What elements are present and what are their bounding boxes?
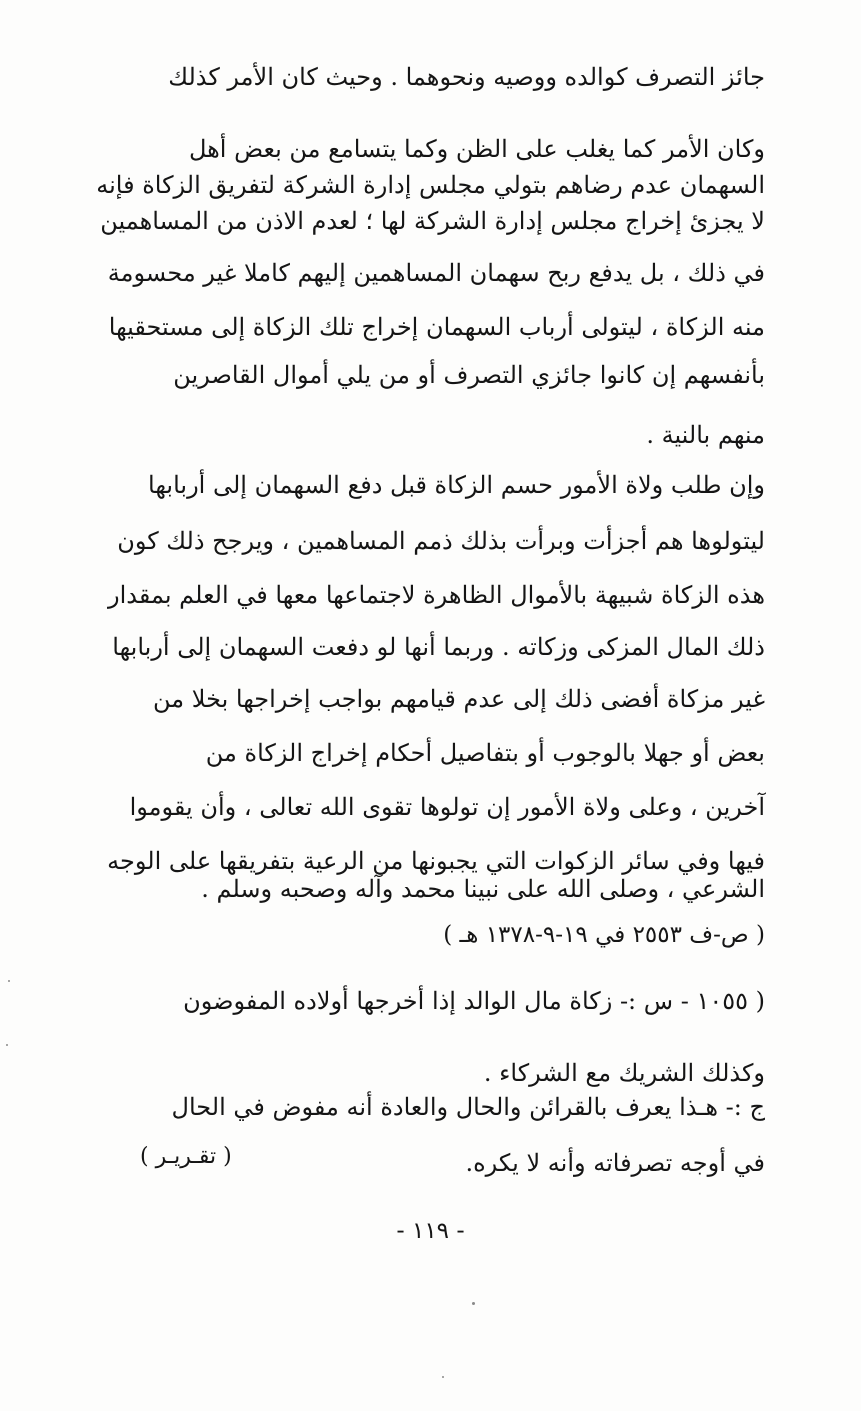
paragraph2-line5: غير مزكاة أفضى ذلك إلى عدم قيامهم بواجب إخراجها بخلا من: [153, 685, 765, 713]
answer-line1: ج :- هـذا يعرف بالقرائن والحال والعادة أنه مفوض في الحال: [171, 1093, 765, 1121]
source-label: ( تقـريـر ): [140, 1144, 232, 1169]
paragraph2-line4: ذلك المال المزكى وزكاته . وربما أنها لو دفعت السهمان إلى أربابها: [112, 633, 765, 661]
paragraph1-line7: بأنفسهم إن كانوا جائزي التصرف أو من يلي أموال القاصرين: [173, 361, 765, 389]
scan-speck: [442, 1376, 444, 1378]
paragraph2-line8: فيها وفي سائر الزكوات التي يجبونها من الرعية بتفريقها على الوجه: [107, 847, 765, 875]
paragraph2-line2: ليتولوها هم أجزأت وبرأت بذلك ذمم المساهمين ، ويرجح ذلك كون: [117, 527, 765, 555]
paragraph1-line2: وكان الأمر كما يغلب على الظن وكما يتسامع من بعض أهل: [188, 135, 765, 163]
paragraph1-line6: منه الزكاة ، ليتولى أرباب السهمان إخراج تلك الزكاة إلى مستحقيها: [108, 313, 765, 341]
paragraph2-line9: الشرعي ، وصلى الله على نبينا محمد وآله وصحبه وسلم .: [201, 875, 765, 903]
scan-speck: [6, 1044, 8, 1046]
paragraph1-line8: منهم بالنية .: [646, 421, 765, 449]
paragraph2-line1: وإن طلب ولاة الأمور حسم الزكاة قبل دفع السهمان إلى أربابها: [148, 471, 765, 499]
question-line2: وكذلك الشريك مع الشركاء .: [483, 1059, 765, 1087]
paragraph2-line6: بعض أو جهلا بالوجوب أو بتفاصيل أحكام إخراج الزكاة من: [205, 739, 765, 767]
question-line1: ( ١٠٥٥ - س :- زكاة مال الوالد إذا أخرجها أولاده المفوضون: [183, 987, 765, 1015]
paragraph1-line4: لا يجزئ إخراج مجلس إدارة الشركة لها ؛ لعدم الاذن من المساهمين: [100, 207, 765, 235]
paragraph1-line5: في ذلك ، بل يدفع ربح سهمان المساهمين إليهم كاملا غير محسومة: [107, 259, 765, 287]
paragraph2-line7: آخرين ، وعلى ولاة الأمور إن تولوها تقوى الله تعالى ، وأن يقوموا: [129, 793, 765, 821]
paragraph1-line1: جائز التصرف كوالده ووصيه ونحوهما . وحيث كان الأمر كذلك: [168, 63, 765, 91]
fatwa-reference: ( ص-ف ٢٥٥٣ في ١٩-٩-١٣٧٨ هـ ): [443, 922, 765, 948]
paragraph2-line3: هذه الزكاة شبيهة بالأموال الظاهرة لاجتماعها معها في العلم بمقدار: [108, 581, 765, 609]
scan-speck: [472, 1302, 475, 1305]
paragraph1-line3: السهمان عدم رضاهم بتولي مجلس إدارة الشركة لتفريق الزكاة فإنه: [96, 171, 765, 199]
page-number: - ١١٩ -: [396, 1218, 465, 1244]
answer-line2: في أوجه تصرفاته وأنه لا يكره.: [465, 1149, 765, 1177]
scan-speck: [8, 980, 10, 982]
